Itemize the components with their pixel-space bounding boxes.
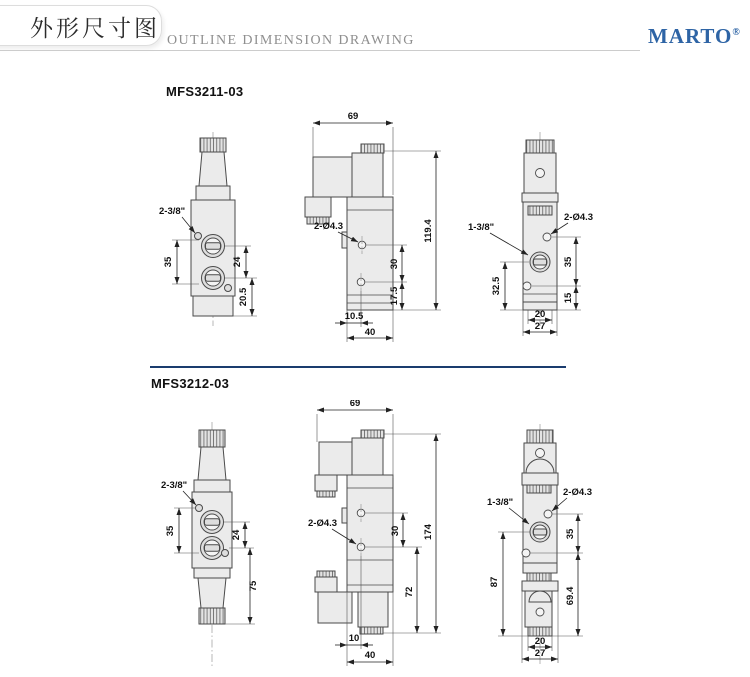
dim-69: 69 <box>347 111 359 122</box>
dim-72: 72 <box>404 586 415 598</box>
hole-size-label: 2-Ø4.3 <box>314 221 344 232</box>
dim-10: 10 <box>348 633 360 644</box>
hole-size-label: 2-Ø4.3 <box>564 212 594 223</box>
thread-size-label: 2-3/8" <box>161 480 188 491</box>
dim-27: 27 <box>534 321 546 332</box>
dim-75: 75 <box>248 580 259 592</box>
model-label-mfs3212: MFS3212-03 <box>151 376 230 391</box>
dim-30: 30 <box>389 258 400 270</box>
dim-69-4: 69.4 <box>565 586 576 606</box>
mfs3211-top-view-drawing <box>155 130 285 330</box>
valve-outline <box>191 138 235 316</box>
dim-69: 69 <box>349 400 361 409</box>
dim-40: 40 <box>364 327 376 338</box>
dim-87: 87 <box>489 576 500 588</box>
header-divider <box>0 50 640 51</box>
mfs3211-front-view-drawing <box>290 105 460 350</box>
dim-20-5: 20.5 <box>238 287 249 307</box>
dim-174: 174 <box>423 524 434 540</box>
mfs3212-top-view-drawing <box>155 420 285 672</box>
brand-logo <box>648 24 741 49</box>
page-title-chinese: 外形尺寸图 <box>30 16 160 42</box>
model-label-mfs3211: MFS3211-03 <box>166 84 244 99</box>
valve-outline <box>315 430 393 634</box>
dim-35: 35 <box>563 256 574 268</box>
section-divider <box>150 366 566 368</box>
hole-size-label: 2-Ø4.3 <box>308 518 338 529</box>
dim-30: 30 <box>390 525 401 537</box>
thread-size-label: 1-3/8" <box>468 222 495 233</box>
dim-40: 40 <box>364 650 376 661</box>
dim-24: 24 <box>232 256 243 268</box>
dim-35: 35 <box>565 528 576 540</box>
dim-20: 20 <box>534 309 546 320</box>
dim-24: 24 <box>231 529 242 541</box>
thread-size-label: 1-3/8" <box>487 497 514 508</box>
page-title-english: OUTLINE DIMENSION DRAWING <box>167 33 415 48</box>
registered-mark: ® <box>732 27 741 38</box>
valve-outline <box>192 430 232 624</box>
mfs3212-front-view-drawing <box>290 400 460 675</box>
thread-size-label: 2-3/8" <box>159 206 186 217</box>
dim-32-5: 32.5 <box>491 276 502 296</box>
dim-15: 15 <box>563 292 574 304</box>
dim-27: 27 <box>534 648 546 659</box>
mfs3212-side-view-drawing <box>465 420 630 675</box>
valve-outline <box>522 140 558 310</box>
mfs3211-side-view-drawing <box>465 128 630 340</box>
dim-119-4: 119.4 <box>423 219 434 243</box>
hole-size-label: 2-Ø4.3 <box>563 487 593 498</box>
valve-outline <box>522 430 558 636</box>
dim-20: 20 <box>534 636 546 647</box>
brand-name: MARTO <box>648 24 733 48</box>
dim-35: 35 <box>165 525 176 537</box>
dim-10-5: 10.5 <box>344 311 364 322</box>
dim-17-5: 17.5 <box>389 286 400 306</box>
dim-35: 35 <box>163 256 174 268</box>
